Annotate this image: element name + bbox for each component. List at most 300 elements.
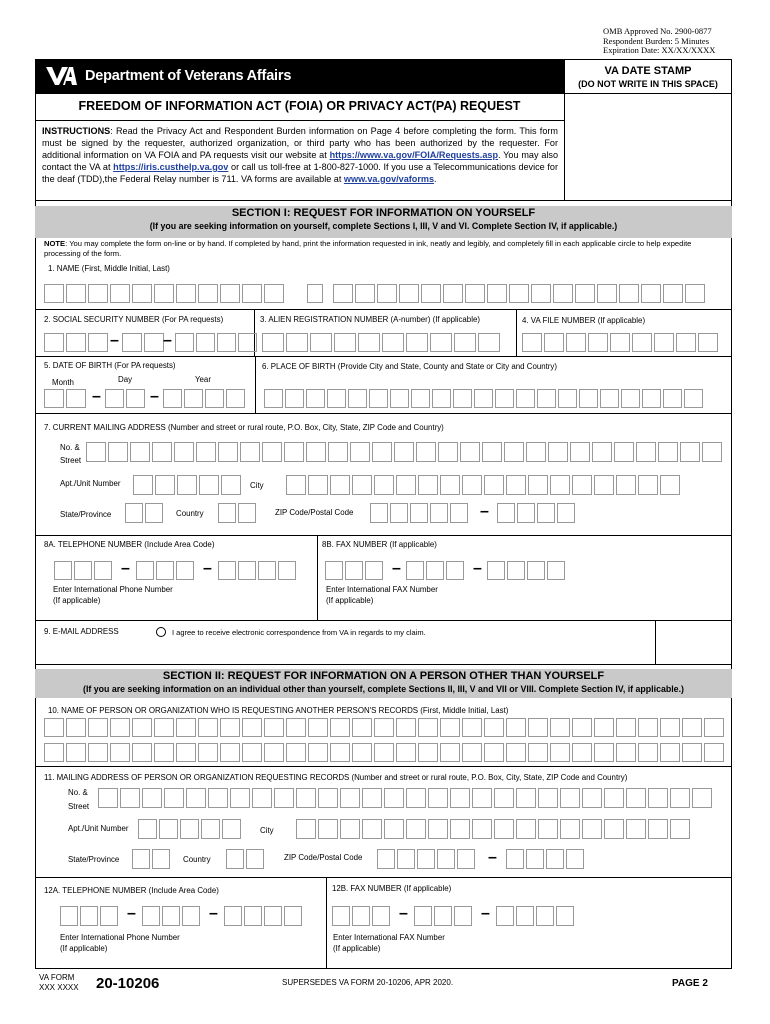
char-box[interactable] — [438, 442, 458, 462]
char-box[interactable] — [355, 284, 375, 303]
requester-zip-2[interactable] — [506, 849, 586, 869]
char-box[interactable] — [610, 333, 630, 352]
char-box[interactable] — [465, 284, 485, 303]
char-box[interactable] — [660, 718, 680, 737]
char-box[interactable] — [369, 389, 388, 408]
char-box[interactable] — [472, 819, 492, 839]
char-box[interactable] — [66, 389, 86, 408]
char-box[interactable] — [418, 743, 438, 762]
char-box[interactable] — [594, 475, 614, 495]
char-box[interactable] — [308, 475, 328, 495]
char-box[interactable] — [556, 906, 574, 926]
char-box[interactable] — [352, 743, 372, 762]
char-box[interactable] — [397, 849, 415, 869]
char-box[interactable] — [88, 284, 108, 303]
char-box[interactable] — [44, 389, 64, 408]
char-box[interactable] — [594, 718, 614, 737]
char-box[interactable] — [619, 284, 639, 303]
char-box[interactable] — [550, 718, 570, 737]
char-box[interactable] — [418, 718, 438, 737]
char-box[interactable] — [626, 819, 646, 839]
char-box[interactable] — [472, 788, 492, 808]
char-box[interactable] — [572, 475, 592, 495]
char-box[interactable] — [198, 743, 218, 762]
char-box[interactable] — [164, 788, 184, 808]
char-box[interactable] — [66, 743, 86, 762]
char-box[interactable] — [682, 718, 702, 737]
country-boxes[interactable] — [218, 503, 258, 523]
char-box[interactable] — [196, 442, 216, 462]
char-box[interactable] — [434, 906, 452, 926]
char-box[interactable] — [348, 389, 367, 408]
char-box[interactable] — [362, 819, 382, 839]
char-box[interactable] — [676, 333, 696, 352]
char-box[interactable] — [308, 743, 328, 762]
char-box[interactable] — [394, 442, 414, 462]
char-box[interactable] — [138, 819, 157, 839]
char-box[interactable] — [120, 788, 140, 808]
char-box[interactable] — [460, 442, 480, 462]
char-box[interactable] — [516, 819, 536, 839]
char-box[interactable] — [506, 475, 526, 495]
char-box[interactable] — [374, 743, 394, 762]
char-box[interactable] — [680, 442, 700, 462]
char-box[interactable] — [176, 561, 194, 580]
char-box[interactable] — [133, 475, 153, 495]
char-box[interactable] — [544, 333, 564, 352]
char-box[interactable] — [660, 743, 680, 762]
char-box[interactable] — [432, 389, 451, 408]
char-box[interactable] — [132, 284, 152, 303]
char-box[interactable] — [330, 718, 350, 737]
char-box[interactable] — [330, 743, 350, 762]
char-box[interactable] — [614, 442, 634, 462]
char-box[interactable] — [318, 788, 338, 808]
requester-country-boxes[interactable] — [226, 849, 266, 869]
middle-initial-box[interactable] — [307, 284, 325, 303]
requester-street-boxes[interactable] — [98, 788, 714, 808]
char-box[interactable] — [636, 442, 656, 462]
char-box[interactable] — [621, 389, 640, 408]
char-box[interactable] — [264, 906, 282, 926]
char-box[interactable] — [654, 333, 674, 352]
requester-phone-prefix[interactable] — [142, 906, 202, 926]
char-box[interactable] — [454, 906, 472, 926]
char-box[interactable] — [528, 475, 548, 495]
char-box[interactable] — [682, 743, 702, 762]
char-box[interactable] — [648, 788, 668, 808]
char-box[interactable] — [362, 788, 382, 808]
last-name-boxes[interactable] — [333, 284, 707, 303]
char-box[interactable] — [155, 475, 175, 495]
char-box[interactable] — [222, 819, 241, 839]
char-box[interactable] — [474, 389, 493, 408]
char-box[interactable] — [285, 389, 304, 408]
char-box[interactable] — [626, 788, 646, 808]
char-box[interactable] — [484, 475, 504, 495]
char-box[interactable] — [175, 333, 194, 352]
char-box[interactable] — [522, 333, 542, 352]
char-box[interactable] — [226, 849, 244, 869]
street-boxes[interactable] — [86, 442, 724, 462]
dob-year[interactable] — [163, 389, 247, 408]
char-box[interactable] — [176, 718, 196, 737]
char-box[interactable] — [663, 389, 682, 408]
char-box[interactable] — [382, 333, 404, 352]
char-box[interactable] — [560, 819, 580, 839]
char-box[interactable] — [495, 389, 514, 408]
char-box[interactable] — [174, 442, 194, 462]
char-box[interactable] — [566, 849, 584, 869]
char-box[interactable] — [537, 503, 555, 523]
char-box[interactable] — [286, 475, 306, 495]
char-box[interactable] — [399, 284, 419, 303]
char-box[interactable] — [296, 788, 316, 808]
char-box[interactable] — [246, 849, 264, 869]
char-box[interactable] — [462, 475, 482, 495]
char-box[interactable] — [396, 475, 416, 495]
char-box[interactable] — [60, 906, 78, 926]
char-box[interactable] — [484, 718, 504, 737]
char-box[interactable] — [616, 475, 636, 495]
pob-boxes[interactable] — [264, 389, 705, 408]
char-box[interactable] — [553, 284, 573, 303]
char-box[interactable] — [154, 718, 174, 737]
char-box[interactable] — [136, 561, 154, 580]
char-box[interactable] — [377, 284, 397, 303]
char-box[interactable] — [384, 819, 404, 839]
char-box[interactable] — [198, 718, 218, 737]
char-box[interactable] — [446, 561, 464, 580]
char-box[interactable] — [110, 284, 130, 303]
char-box[interactable] — [218, 503, 236, 523]
char-box[interactable] — [557, 503, 575, 523]
char-box[interactable] — [704, 718, 724, 737]
char-box[interactable] — [145, 503, 163, 523]
char-box[interactable] — [330, 475, 350, 495]
char-box[interactable] — [692, 788, 712, 808]
char-box[interactable] — [132, 718, 152, 737]
char-box[interactable] — [663, 284, 683, 303]
char-box[interactable] — [132, 849, 150, 869]
char-box[interactable] — [130, 442, 150, 462]
char-box[interactable] — [88, 333, 108, 352]
char-box[interactable] — [44, 718, 64, 737]
char-box[interactable] — [516, 788, 536, 808]
char-box[interactable] — [616, 743, 636, 762]
char-box[interactable] — [374, 718, 394, 737]
char-box[interactable] — [306, 389, 325, 408]
char-box[interactable] — [507, 561, 525, 580]
char-box[interactable] — [685, 284, 705, 303]
char-box[interactable] — [597, 284, 617, 303]
iris-link[interactable]: https://iris.custhelp.va.gov — [113, 161, 229, 172]
char-box[interactable] — [550, 743, 570, 762]
char-box[interactable] — [220, 743, 240, 762]
char-box[interactable] — [579, 389, 598, 408]
dob-day[interactable] — [105, 389, 147, 408]
char-box[interactable] — [252, 788, 272, 808]
char-box[interactable] — [406, 788, 426, 808]
char-box[interactable] — [176, 284, 196, 303]
char-box[interactable] — [220, 718, 240, 737]
apt-boxes[interactable] — [133, 475, 243, 495]
char-box[interactable] — [457, 849, 475, 869]
requester-fax-line[interactable] — [496, 906, 576, 926]
char-box[interactable] — [384, 788, 404, 808]
char-box[interactable] — [122, 333, 142, 352]
char-box[interactable] — [454, 333, 476, 352]
char-box[interactable] — [414, 906, 432, 926]
char-box[interactable] — [156, 561, 174, 580]
state-boxes[interactable] — [125, 503, 165, 523]
char-box[interactable] — [286, 333, 308, 352]
char-box[interactable] — [494, 788, 514, 808]
va-file-boxes[interactable] — [522, 333, 720, 352]
char-box[interactable] — [440, 475, 460, 495]
phone-prefix[interactable] — [136, 561, 196, 580]
char-box[interactable] — [264, 718, 284, 737]
char-box[interactable] — [558, 389, 577, 408]
zip-boxes-2[interactable] — [497, 503, 577, 523]
char-box[interactable] — [352, 906, 370, 926]
char-box[interactable] — [221, 475, 241, 495]
char-box[interactable] — [264, 284, 284, 303]
fax-area[interactable] — [325, 561, 385, 580]
char-box[interactable] — [406, 819, 426, 839]
char-box[interactable] — [417, 849, 435, 869]
fax-prefix[interactable] — [406, 561, 466, 580]
char-box[interactable] — [698, 333, 718, 352]
char-box[interactable] — [238, 333, 257, 352]
char-box[interactable] — [516, 906, 534, 926]
char-box[interactable] — [487, 561, 505, 580]
char-box[interactable] — [307, 284, 323, 303]
char-box[interactable] — [182, 906, 200, 926]
char-box[interactable] — [152, 442, 172, 462]
char-box[interactable] — [334, 333, 356, 352]
char-box[interactable] — [372, 442, 392, 462]
char-box[interactable] — [418, 475, 438, 495]
char-box[interactable] — [286, 743, 306, 762]
char-box[interactable] — [238, 561, 256, 580]
char-box[interactable] — [550, 475, 570, 495]
char-box[interactable] — [426, 561, 444, 580]
char-box[interactable] — [162, 906, 180, 926]
char-box[interactable] — [332, 906, 350, 926]
char-box[interactable] — [702, 442, 722, 462]
char-box[interactable] — [566, 333, 586, 352]
char-box[interactable] — [416, 442, 436, 462]
char-box[interactable] — [110, 718, 130, 737]
char-box[interactable] — [374, 475, 394, 495]
char-box[interactable] — [396, 718, 416, 737]
char-box[interactable] — [588, 333, 608, 352]
char-box[interactable] — [262, 333, 284, 352]
char-box[interactable] — [572, 743, 592, 762]
char-box[interactable] — [242, 718, 262, 737]
char-box[interactable] — [440, 743, 460, 762]
char-box[interactable] — [327, 389, 346, 408]
char-box[interactable] — [390, 389, 409, 408]
char-box[interactable] — [358, 333, 380, 352]
char-box[interactable] — [453, 389, 472, 408]
char-box[interactable] — [163, 389, 182, 408]
char-box[interactable] — [340, 819, 360, 839]
requester-fax-area[interactable] — [332, 906, 392, 926]
char-box[interactable] — [66, 718, 86, 737]
char-box[interactable] — [345, 561, 363, 580]
char-box[interactable] — [218, 561, 236, 580]
char-box[interactable] — [340, 788, 360, 808]
char-box[interactable] — [142, 906, 160, 926]
char-box[interactable] — [638, 743, 658, 762]
char-box[interactable] — [144, 333, 164, 352]
requester-state-boxes[interactable] — [132, 849, 172, 869]
char-box[interactable] — [450, 819, 470, 839]
char-box[interactable] — [184, 389, 203, 408]
char-box[interactable] — [159, 819, 178, 839]
char-box[interactable] — [132, 743, 152, 762]
char-box[interactable] — [638, 475, 658, 495]
char-box[interactable] — [600, 389, 619, 408]
char-box[interactable] — [244, 906, 262, 926]
char-box[interactable] — [242, 284, 262, 303]
char-box[interactable] — [177, 475, 197, 495]
char-box[interactable] — [44, 284, 64, 303]
char-box[interactable] — [86, 442, 106, 462]
char-box[interactable] — [638, 718, 658, 737]
foia-link[interactable]: https://www.va.gov/FOIA/Requests.asp — [329, 149, 499, 160]
requester-name-row2[interactable] — [44, 743, 726, 762]
char-box[interactable] — [94, 561, 112, 580]
char-box[interactable] — [594, 743, 614, 762]
char-box[interactable] — [110, 743, 130, 762]
char-box[interactable] — [44, 333, 64, 352]
char-box[interactable] — [264, 389, 283, 408]
dob-month[interactable] — [44, 389, 88, 408]
char-box[interactable] — [604, 819, 624, 839]
char-box[interactable] — [125, 503, 143, 523]
requester-city-boxes[interactable] — [296, 819, 692, 839]
char-box[interactable] — [487, 284, 507, 303]
char-box[interactable] — [504, 442, 524, 462]
char-box[interactable] — [224, 906, 242, 926]
alien-boxes[interactable] — [262, 333, 502, 352]
char-box[interactable] — [704, 743, 724, 762]
char-box[interactable] — [352, 475, 372, 495]
char-box[interactable] — [284, 906, 302, 926]
char-box[interactable] — [74, 561, 92, 580]
char-box[interactable] — [443, 284, 463, 303]
char-box[interactable] — [478, 333, 500, 352]
char-box[interactable] — [88, 743, 108, 762]
char-box[interactable] — [497, 503, 515, 523]
char-box[interactable] — [328, 442, 348, 462]
ssn-boxes-1[interactable] — [44, 333, 110, 352]
char-box[interactable] — [548, 442, 568, 462]
char-box[interactable] — [658, 442, 678, 462]
char-box[interactable] — [506, 718, 526, 737]
char-box[interactable] — [641, 284, 661, 303]
phone-area[interactable] — [54, 561, 114, 580]
char-box[interactable] — [527, 561, 545, 580]
char-box[interactable] — [592, 442, 612, 462]
char-box[interactable] — [582, 819, 602, 839]
char-box[interactable] — [462, 718, 482, 737]
phone-line[interactable] — [218, 561, 298, 580]
char-box[interactable] — [240, 442, 260, 462]
char-box[interactable] — [284, 442, 304, 462]
char-box[interactable] — [44, 743, 64, 762]
char-box[interactable] — [482, 442, 502, 462]
char-box[interactable] — [547, 561, 565, 580]
char-box[interactable] — [430, 333, 452, 352]
char-box[interactable] — [238, 503, 256, 523]
char-box[interactable] — [365, 561, 383, 580]
char-box[interactable] — [582, 788, 602, 808]
requester-zip-1[interactable] — [377, 849, 477, 869]
char-box[interactable] — [526, 849, 544, 869]
char-box[interactable] — [528, 743, 548, 762]
char-box[interactable] — [198, 284, 218, 303]
char-box[interactable] — [684, 389, 703, 408]
first-name-boxes[interactable] — [44, 284, 286, 303]
char-box[interactable] — [306, 442, 326, 462]
char-box[interactable] — [528, 718, 548, 737]
ssn-boxes-3[interactable] — [175, 333, 259, 352]
char-box[interactable] — [572, 718, 592, 737]
char-box[interactable] — [410, 503, 428, 523]
vaforms-link[interactable]: www.va.gov/vaforms — [343, 173, 435, 184]
char-box[interactable] — [262, 442, 282, 462]
char-box[interactable] — [604, 788, 624, 808]
char-box[interactable] — [421, 284, 441, 303]
char-box[interactable] — [154, 284, 174, 303]
char-box[interactable] — [186, 788, 206, 808]
char-box[interactable] — [296, 819, 316, 839]
char-box[interactable] — [538, 788, 558, 808]
char-box[interactable] — [406, 561, 424, 580]
char-box[interactable] — [670, 788, 690, 808]
char-box[interactable] — [108, 442, 128, 462]
char-box[interactable] — [176, 743, 196, 762]
char-box[interactable] — [126, 389, 145, 408]
char-box[interactable] — [205, 389, 224, 408]
char-box[interactable] — [199, 475, 219, 495]
char-box[interactable] — [560, 788, 580, 808]
char-box[interactable] — [352, 718, 372, 737]
char-box[interactable] — [546, 849, 564, 869]
char-box[interactable] — [98, 788, 118, 808]
char-box[interactable] — [100, 906, 118, 926]
char-box[interactable] — [390, 503, 408, 523]
city-boxes[interactable] — [286, 475, 682, 495]
char-box[interactable] — [536, 906, 554, 926]
char-box[interactable] — [230, 788, 250, 808]
char-box[interactable] — [286, 718, 306, 737]
char-box[interactable] — [278, 561, 296, 580]
char-box[interactable] — [372, 906, 390, 926]
char-box[interactable] — [484, 743, 504, 762]
char-box[interactable] — [440, 718, 460, 737]
char-box[interactable] — [88, 718, 108, 737]
char-box[interactable] — [80, 906, 98, 926]
char-box[interactable] — [208, 788, 228, 808]
char-box[interactable] — [450, 788, 470, 808]
fax-line[interactable] — [487, 561, 567, 580]
char-box[interactable] — [632, 333, 652, 352]
